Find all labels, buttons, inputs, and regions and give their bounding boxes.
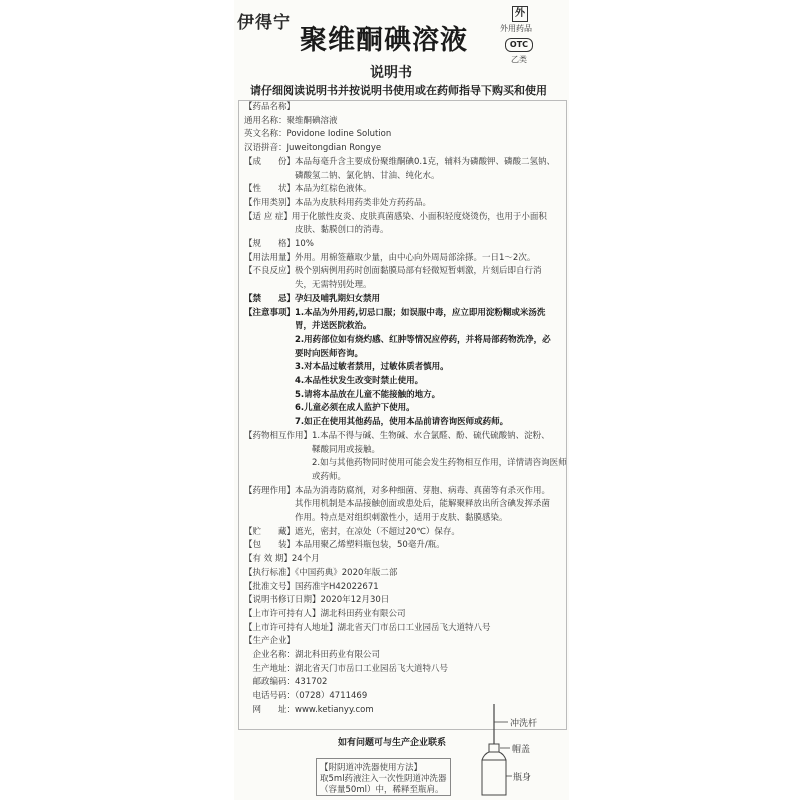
section-line: 【药物相互作用】1.本品不得与碱、生物碱、水合氯醛、酚、硫代硫酸钠、淀粉、 [244, 430, 550, 441]
section-line: 【适 应 症】用于化脓性皮炎、皮肤真菌感染、小面积轻度烧烫伤，也用于小面积 [244, 211, 547, 222]
section-line: 失，无需特别处理。 [244, 280, 372, 291]
section-line: 【包 装】本品用聚乙烯塑料瓶包装，50毫升/瓶。 [244, 540, 445, 551]
section-line: 电话号码：（0728）4711469 [244, 691, 368, 702]
section-line: 3.对本品过敏者禁用，过敏体质者慎用。 [244, 362, 449, 373]
otc-badge: OTC [505, 38, 533, 52]
document-subtitle: 说明书 [370, 65, 412, 81]
section-line: 【生产企业】 [244, 636, 296, 647]
section-line: 2.如与其他药物同时使用可能会发生药物相互作用，详情请咨询医师 [244, 458, 567, 469]
section-line: 7.如正在使用其他药品，使用本品前请咨询医师或药师。 [244, 417, 509, 428]
product-title: 聚维酮碘溶液 [300, 25, 468, 56]
section-line: 磷酸氢二钠、氯化钠、甘油、纯化水。 [244, 170, 440, 181]
douche-diagram [470, 700, 550, 800]
section-line: 【性 状】本品为红棕色液体。 [244, 184, 372, 195]
cap-label: 帽盖 [512, 745, 531, 755]
otc-class-caption: 乙类 [511, 55, 527, 64]
section-line: 胃，并送医院救治。 [244, 321, 372, 332]
external-use-badge: 外 [512, 6, 528, 22]
section-line: 5.请将本品放在儿童不能接触的地方。 [244, 389, 441, 400]
section-line: 邮政编码：431702 [244, 677, 328, 688]
section-line: 【成 份】本品每毫升含主要成份聚维酮碘0.1克，辅料为磷酸钾、磷酸二氢钠、 [244, 156, 556, 167]
brand-logo: 伊得宁 [237, 13, 291, 33]
section-line: 【批准文号】国药准字H42022671 [244, 581, 379, 592]
section-line: 4.本品性状发生改变时禁止使用。 [244, 376, 424, 386]
section-line: 汉语拼音：Juweitongdian Rongye [244, 143, 382, 154]
section-line: 【上市许可持有人地址】湖北省天门市岳口工业园岳飞大道特八号 [244, 622, 491, 633]
section-line: 【贮 藏】遮光，密封，在凉处（不超过20℃）保存。 [244, 526, 460, 537]
section-line: 英文名称：Povidone Iodine Solution [244, 129, 392, 140]
section-line: 6.儿童必须在成人监护下使用。 [244, 403, 415, 414]
section-line: 【上市许可持有人】湖北科田药业有限公司 [244, 608, 406, 619]
contact-note: 如有问题可与生产企业联系 [338, 738, 447, 748]
section-line: 网 址：www.ketianyy.com [244, 704, 374, 715]
section-line: 【不良反应】极个别病例用药时创面黏膜局部有轻微短暂刺激，片刻后即自行消 [244, 266, 542, 277]
section-line: 通用名称：聚维酮碘溶液 [244, 115, 338, 126]
section-line: 【用法用量】外用。用棉签蘸取少量，由中心向外周局部涂搽。一日1～2次。 [244, 252, 536, 263]
section-line: 2.用药部位如有烧灼感、红肿等情况应停药，并将局部药物洗净，必 [244, 334, 551, 345]
body-label: 瓶身 [513, 773, 532, 783]
douche-box-line-2: 取5ml药液注入一次性阴道冲洗器 [320, 774, 447, 784]
section-line: 或药师。 [244, 471, 347, 482]
section-line: 【药品名称】 [244, 102, 296, 112]
section-line: 鞣酸同用或接触。 [244, 444, 381, 455]
section-line: 皮肤、黏膜创口的消毒。 [244, 225, 389, 236]
section-line: 企业名称：湖北科田药业有限公司 [244, 650, 381, 660]
cap-shape [489, 744, 499, 752]
bottle-shape [482, 760, 506, 795]
douche-box-line-1: 【附阴道冲洗器使用方法】 [320, 763, 423, 773]
douche-box-line-3: （容量50ml）中，稀释至瓶肩。 [320, 785, 444, 795]
section-line: 生产地址：湖北省天门市岳口工业园岳飞大道特八号 [244, 663, 449, 674]
bottle-shoulder-shape [482, 752, 506, 760]
section-line: 其作用机制是本品接触创面或患处后，能解聚释放出所含碘发挥杀菌 [244, 499, 551, 510]
section-line: 【有 效 期】24个月 [244, 554, 320, 565]
section-line: 【注意事项】1.本品为外用药,切忌口服；如误服中毒，应立即用淀粉糊或米汤洗 [244, 307, 546, 318]
rod-label: 冲洗杆 [510, 719, 538, 729]
section-line: 【规 格】10% [244, 239, 314, 249]
section-line: 【执行标准】《中国药典》2020年版二部 [244, 567, 398, 578]
section-line: 要时向医师咨询。 [244, 348, 364, 359]
section-line: 【作用类别】本品为皮肤科用药类非处方药药品。 [244, 197, 432, 208]
reading-notice: 请仔细阅读说明书并按说明书使用或在药师指导下购买和使用 [250, 84, 547, 97]
section-line: 【药理作用】本品为消毒防腐剂，对多种细菌、芽胞、病毒、真菌等有杀灭作用。 [244, 485, 551, 496]
external-use-caption: 外用药品 [500, 24, 532, 33]
section-line: 【说明书修订日期】2020年12月30日 [244, 595, 390, 606]
section-line: 【禁 忌】孕妇及哺乳期妇女禁用 [244, 293, 381, 304]
section-line: 作用。特点是对组织刺激性小，适用于皮肤、黏膜感染。 [244, 513, 508, 523]
